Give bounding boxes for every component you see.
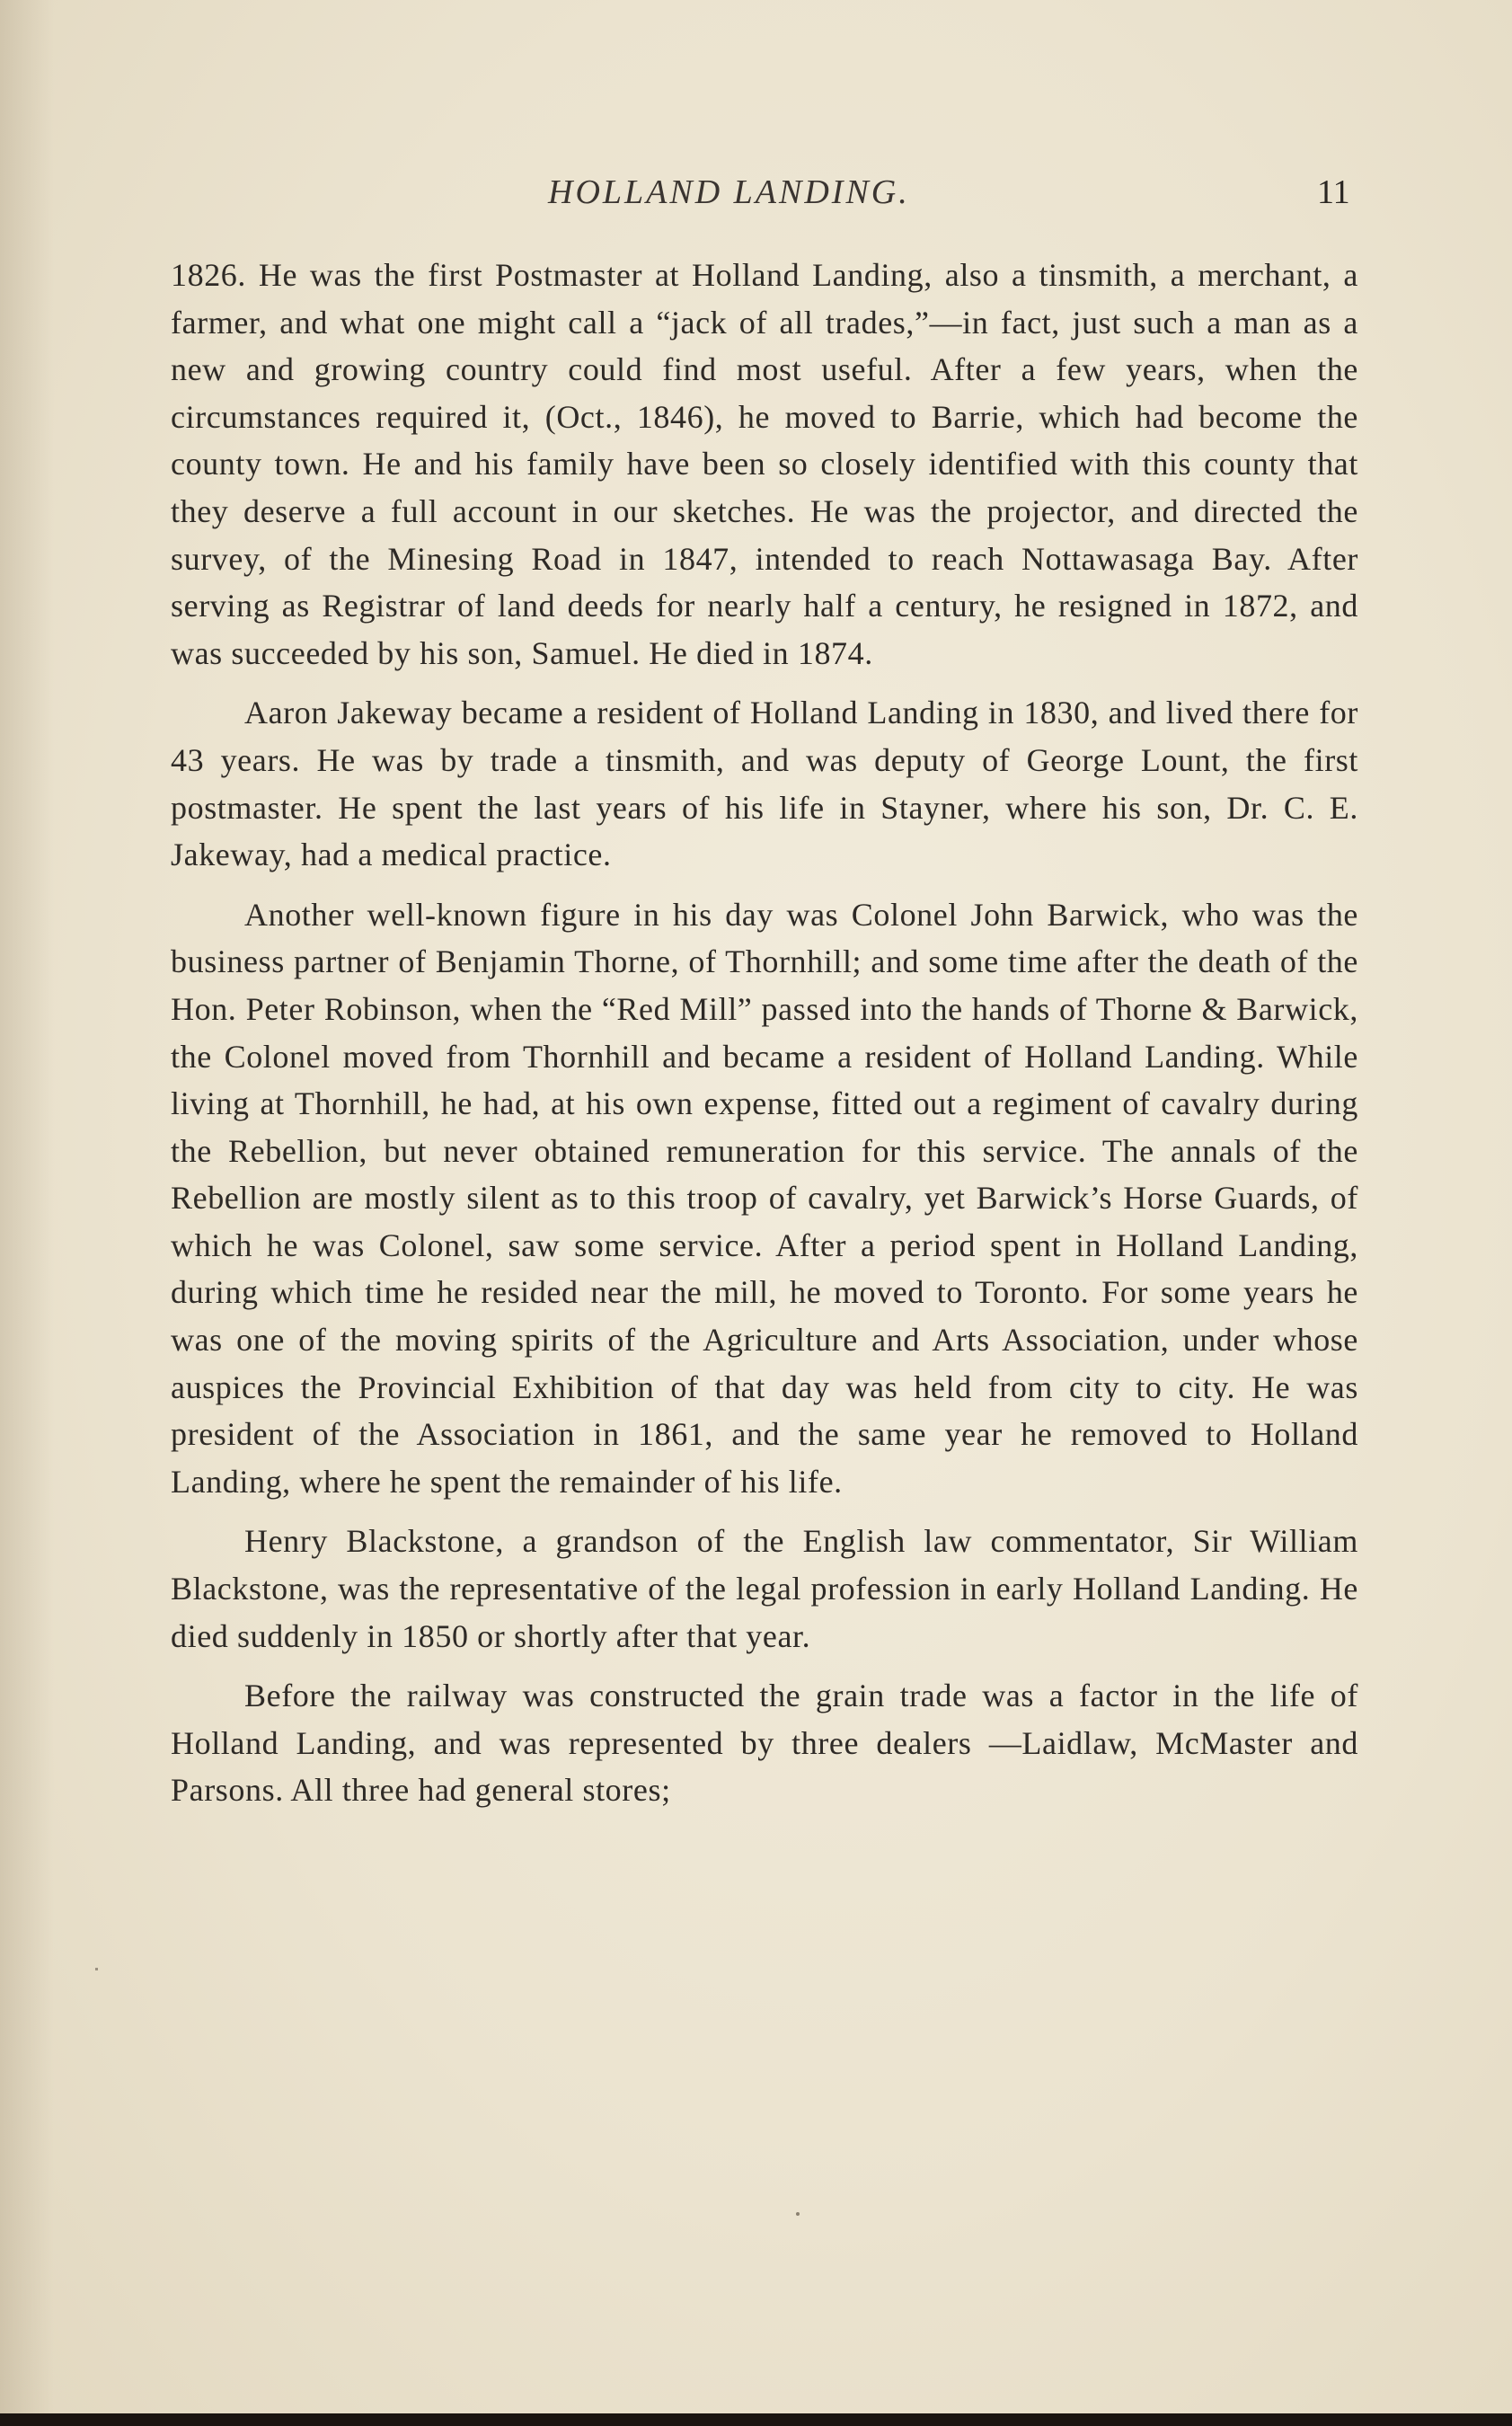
paragraph-jakeway: Aaron Jakeway became a resident of Holland Landing in 1830, and lived there for 43 years. He was by trade a tinsmith, and was deputy of George Lount, the first postmaster. He spent the last years of his life in Stayner, where his son, Dr. C. E. Jakeway, had a medical practice. xyxy=(171,695,1358,873)
paragraph-grain-trade: Before the railway was constructed the grain trade was a factor in the life of Holland Landing, and was represented by three dealers —Laidlaw, McMaster and Parsons. All three had general stores; xyxy=(171,1678,1358,1809)
body-text xyxy=(171,252,1358,1827)
running-head xyxy=(0,173,1512,217)
running-title: HOLLAND LANDING. xyxy=(548,173,910,211)
paragraph-barwick: Another well-known figure in his day was Colonel John Barwick, who was the business partner of Benjamin Thorne, of Thornhill; and some time after the death of the Hon. Peter Robinson, when the “Red Mill” passed into the hands of Thorne & Barwick, the Colonel moved from Thornhill and became a resident of Holland Landing. While living at Thornhill, he had, at his own expense, fitted out a regiment of cavalry during the Rebellion, but never obtained remuneration for this service. The annals of the Rebellion are mostly silent as to this troop of cavalry, yet Barwick’s Horse Guards, of which he was Colonel, saw some service. After a period spent in Holland Landing, during which time he resided near the mill, he moved to Toronto. For some years he was one of the moving spirits of the Agriculture and Arts Association, under whose auspices the Provincial Exhibition of that day was held from city to city. He was president of the Association in 1861, and the same year he removed to Holland Landing, where he spent the remainder of his life. xyxy=(171,896,1358,1500)
paragraph-blackstone: Henry Blackstone, a grandson of the English law commentator, Sir William Blackstone, was the representative of the legal profession in early Holland Landing. He died suddenly in 1850 or shortly after that year. xyxy=(171,1523,1358,1654)
gutter-shadow xyxy=(0,0,54,2426)
paper-speck xyxy=(796,2212,800,2216)
page-bottom-edge xyxy=(0,2413,1512,2426)
paragraph-continued: 1826. He was the first Postmaster at Holland Landing, also a tinsmith, a merchant, a farmer, and what one might call a “jack of all trades,”—in fact, just such a man as a new and growing country could find most useful. After a few years, when the circumstances required it, (Oct., 1846), he moved to Barrie, which had become the county town. He and his family have been so closely identified with this county that they deserve a full account in our sketches. He was the projector, and directed the survey, of the Minesing Road in 1847, intended to reach Nottawasaga Bay. After serving as Registrar of land deeds for nearly half a century, he resigned in 1872, and was succeeded by his son, Samuel. He died in 1874. xyxy=(171,257,1358,671)
paper-speck xyxy=(95,1968,98,1970)
page-number: 11 xyxy=(1317,173,1350,211)
